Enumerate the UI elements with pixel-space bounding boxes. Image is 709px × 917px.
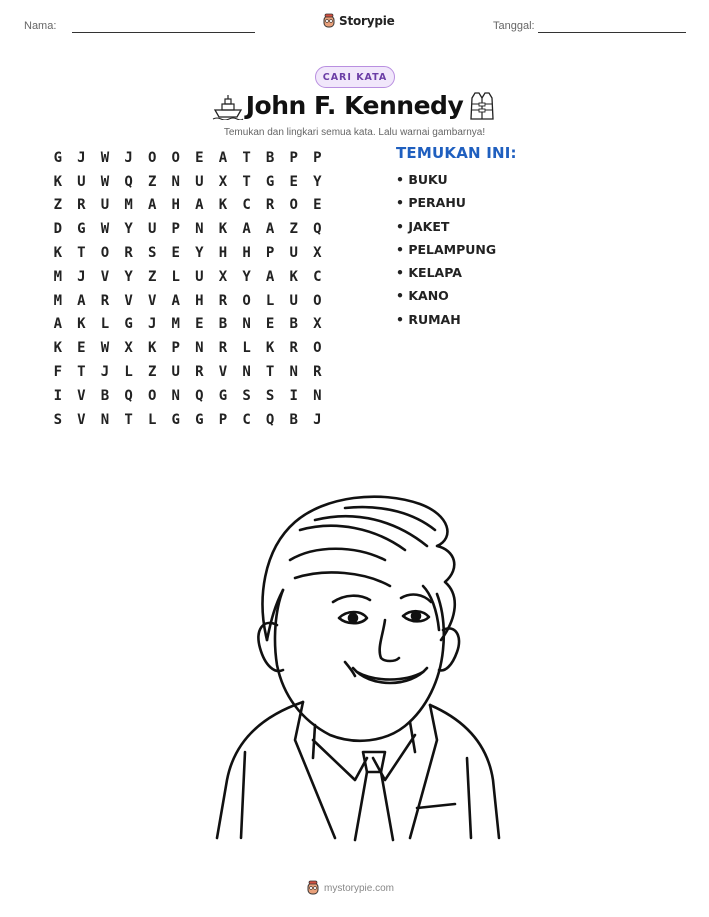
grid-row xyxy=(46,217,329,241)
grid-letter[interactable]: V xyxy=(218,364,228,381)
grid-letter[interactable]: N xyxy=(195,221,204,238)
grid-letter[interactable]: T xyxy=(77,364,86,381)
grid-letter[interactable]: R xyxy=(218,292,228,309)
grid-letter[interactable]: M xyxy=(53,268,63,285)
name-line[interactable] xyxy=(72,32,255,33)
grid-letter[interactable]: Z xyxy=(53,197,63,214)
grid-letter[interactable]: R xyxy=(124,245,133,262)
grid-letter[interactable]: Y xyxy=(242,268,251,285)
grid-letter[interactable]: A xyxy=(53,316,63,333)
grid-letter[interactable]: P xyxy=(218,411,228,428)
word-item: • PELAMPUNG xyxy=(396,241,497,257)
grid-row xyxy=(46,146,329,170)
grid-letter[interactable]: Q xyxy=(313,221,322,238)
grid-letter[interactable]: I xyxy=(289,387,298,404)
grid-letter[interactable]: O xyxy=(313,340,322,357)
grid-letter[interactable]: L xyxy=(171,268,180,285)
grid-letter[interactable]: K xyxy=(53,173,63,190)
grid-letter[interactable]: B xyxy=(289,316,298,333)
grid-letter[interactable]: E xyxy=(313,197,322,214)
grid-letter[interactable]: E xyxy=(265,316,275,333)
grid-letter[interactable]: E xyxy=(77,340,86,357)
word-item: • RUMAH xyxy=(396,311,461,327)
date-label: Tanggal: xyxy=(493,20,535,32)
grid-letter[interactable]: X xyxy=(218,268,228,285)
name-label: Nama: xyxy=(24,20,57,32)
grid-letter[interactable]: I xyxy=(53,387,63,404)
grid-letter[interactable]: N xyxy=(171,173,180,190)
grid-letter[interactable]: C xyxy=(242,197,251,214)
grid-letter[interactable]: T xyxy=(124,411,133,428)
grid-letter[interactable]: K xyxy=(147,340,157,357)
grid-letter[interactable]: H xyxy=(242,245,251,262)
grid-letter[interactable]: Z xyxy=(147,268,157,285)
grid-letter[interactable]: O xyxy=(171,149,180,166)
grid-letter[interactable]: R xyxy=(100,292,110,309)
brand-logo xyxy=(322,13,395,29)
grid-letter[interactable]: V xyxy=(124,292,133,309)
grid-letter[interactable]: G xyxy=(218,387,228,404)
grid-letter[interactable]: R xyxy=(195,364,204,381)
grid-letter[interactable]: Z xyxy=(289,221,298,238)
word-item: • BUKU xyxy=(396,172,448,187)
grid-letter[interactable]: L xyxy=(242,340,251,357)
page-title: John F. Kennedy xyxy=(245,91,464,120)
grid-letter[interactable]: K xyxy=(289,268,298,285)
grid-letter[interactable]: H xyxy=(218,245,228,262)
grid-letter[interactable]: R xyxy=(265,197,275,214)
grid-letter[interactable]: N xyxy=(313,387,322,404)
grid-letter[interactable]: O xyxy=(100,245,110,262)
grid-letter[interactable]: T xyxy=(77,245,86,262)
grid-letter[interactable]: A xyxy=(265,268,275,285)
grid-letter[interactable]: Q xyxy=(265,411,275,428)
grid-letter[interactable]: E xyxy=(195,316,204,333)
grid-letter[interactable]: V xyxy=(100,268,110,285)
grid-letter[interactable]: G xyxy=(265,173,275,190)
word-item: • KELAPA xyxy=(396,265,462,281)
grid-letter[interactable]: X xyxy=(124,340,133,357)
grid-letter[interactable]: R xyxy=(218,340,228,357)
grid-letter[interactable]: K xyxy=(53,340,63,357)
storypie-mascot-icon xyxy=(306,880,320,896)
grid-letter[interactable]: X xyxy=(313,316,322,333)
grid-letter[interactable]: U xyxy=(195,173,204,190)
word-item: • PERAHU xyxy=(396,195,466,211)
footer xyxy=(306,880,394,896)
grid-letter[interactable]: T xyxy=(242,149,251,166)
grid-letter[interactable]: W xyxy=(100,221,110,238)
grid-letter[interactable]: O xyxy=(147,387,157,404)
grid-row xyxy=(46,408,329,432)
word-item: • JAKET xyxy=(396,218,450,234)
grid-letter[interactable]: R xyxy=(313,364,322,381)
grid-letter[interactable]: S xyxy=(242,387,251,404)
grid-letter[interactable]: P xyxy=(171,340,180,357)
grid-letter[interactable]: V xyxy=(77,387,86,404)
grid-letter[interactable]: N xyxy=(100,411,110,428)
grid-letter[interactable]: A xyxy=(171,292,180,309)
word-list xyxy=(396,172,496,335)
grid-letter[interactable]: T xyxy=(242,173,251,190)
grid-letter[interactable]: P xyxy=(313,149,322,166)
grid-row xyxy=(46,336,329,360)
grid-letter[interactable]: S xyxy=(265,387,275,404)
grid-letter[interactable]: L xyxy=(265,292,275,309)
brand-name: Storypie xyxy=(339,14,395,28)
word-list-title: TEMUKAN INI: xyxy=(396,144,517,162)
grid-letter[interactable]: P xyxy=(171,221,180,238)
grid-letter[interactable]: Y xyxy=(195,245,204,262)
footer-url[interactable]: mystorypie.com xyxy=(324,882,395,894)
grid-letter[interactable]: M xyxy=(171,316,180,333)
grid-letter[interactable]: J xyxy=(100,364,110,381)
grid-letter[interactable]: P xyxy=(289,149,298,166)
grid-letter[interactable]: W xyxy=(100,173,110,190)
grid-letter[interactable]: K xyxy=(53,245,63,262)
grid-letter[interactable]: V xyxy=(77,411,86,428)
grid-letter[interactable]: J xyxy=(313,411,322,428)
grid-letter[interactable]: B xyxy=(289,411,298,428)
life-jacket-icon xyxy=(466,90,498,122)
grid-letter[interactable]: S xyxy=(147,245,157,262)
grid-letter[interactable]: H xyxy=(195,292,204,309)
grid-letter[interactable]: G xyxy=(53,149,63,166)
grid-letter[interactable]: Q xyxy=(195,387,204,404)
grid-letter[interactable]: E xyxy=(195,149,204,166)
grid-letter[interactable]: G xyxy=(77,221,86,238)
grid-letter[interactable]: P xyxy=(265,245,275,262)
date-line[interactable] xyxy=(538,32,686,33)
grid-letter[interactable]: O xyxy=(242,292,251,309)
grid-letter[interactable]: Y xyxy=(124,268,133,285)
grid-letter[interactable]: T xyxy=(265,364,275,381)
grid-letter[interactable]: V xyxy=(147,292,157,309)
grid-row xyxy=(46,265,329,289)
grid-letter[interactable]: M xyxy=(53,292,63,309)
grid-letter[interactable]: J xyxy=(77,268,86,285)
grid-letter[interactable]: G xyxy=(171,411,180,428)
grid-letter[interactable]: G xyxy=(124,316,133,333)
grid-letter[interactable]: U xyxy=(195,268,204,285)
grid-letter[interactable]: E xyxy=(289,173,298,190)
grid-letter[interactable]: U xyxy=(147,221,157,238)
grid-letter[interactable]: B xyxy=(265,149,275,166)
grid-row xyxy=(46,170,329,194)
grid-letter[interactable]: X xyxy=(313,245,322,262)
grid-letter[interactable]: Y xyxy=(313,173,322,190)
grid-letter[interactable]: J xyxy=(124,149,133,166)
grid-letter[interactable]: O xyxy=(289,197,298,214)
grid-letter[interactable]: O xyxy=(147,149,157,166)
storypie-mascot-icon xyxy=(322,13,336,29)
grid-letter[interactable]: O xyxy=(313,292,322,309)
grid-letter[interactable]: N xyxy=(195,340,204,357)
grid-row xyxy=(46,241,329,265)
grid-letter[interactable]: Q xyxy=(124,173,133,190)
grid-letter[interactable]: B xyxy=(218,316,228,333)
grid-letter[interactable]: M xyxy=(124,197,133,214)
grid-letter[interactable]: N xyxy=(242,364,251,381)
grid-letter[interactable]: A xyxy=(265,221,275,238)
grid-row xyxy=(46,360,329,384)
grid-letter[interactable]: B xyxy=(100,387,110,404)
grid-letter[interactable]: U xyxy=(289,245,298,262)
grid-letter[interactable]: K xyxy=(218,197,228,214)
grid-row xyxy=(46,289,329,313)
grid-letter[interactable]: K xyxy=(77,316,86,333)
grid-letter[interactable]: L xyxy=(100,316,110,333)
grid-letter[interactable]: Z xyxy=(147,173,157,190)
grid-letter[interactable]: A xyxy=(195,197,204,214)
grid-row xyxy=(46,313,329,337)
grid-letter[interactable]: U xyxy=(171,364,180,381)
grid-letter[interactable]: U xyxy=(289,292,298,309)
grid-letter[interactable]: C xyxy=(242,411,251,428)
grid-letter[interactable]: X xyxy=(218,173,228,190)
grid-letter[interactable]: W xyxy=(100,340,110,357)
grid-letter[interactable]: A xyxy=(242,221,251,238)
category-badge: CARI KATA xyxy=(315,66,395,88)
grid-letter[interactable]: U xyxy=(100,197,110,214)
grid-letter[interactable]: N xyxy=(289,364,298,381)
grid-row xyxy=(46,384,329,408)
grid-letter[interactable]: A xyxy=(147,197,157,214)
grid-letter[interactable]: S xyxy=(53,411,63,428)
portrait-illustration[interactable] xyxy=(205,490,505,850)
grid-row xyxy=(46,194,329,218)
word-search-grid[interactable] xyxy=(46,146,329,432)
grid-letter[interactable]: D xyxy=(53,221,63,238)
grid-letter[interactable]: K xyxy=(218,221,228,238)
grid-letter[interactable]: H xyxy=(171,197,180,214)
grid-letter[interactable]: L xyxy=(147,411,157,428)
grid-letter[interactable]: F xyxy=(53,364,63,381)
grid-letter[interactable]: J xyxy=(77,149,86,166)
grid-letter[interactable]: C xyxy=(313,268,322,285)
grid-letter[interactable]: N xyxy=(242,316,251,333)
instructions: Temukan dan lingkari semua kata. Lalu warnai gambarnya! xyxy=(223,127,486,138)
grid-letter[interactable]: R xyxy=(289,340,298,357)
grid-letter[interactable]: G xyxy=(195,411,204,428)
grid-letter[interactable]: E xyxy=(171,245,180,262)
grid-letter[interactable]: J xyxy=(147,316,157,333)
grid-letter[interactable]: A xyxy=(77,292,86,309)
grid-letter[interactable]: K xyxy=(265,340,275,357)
grid-letter[interactable]: Y xyxy=(124,221,133,238)
grid-letter[interactable]: Z xyxy=(147,364,157,381)
grid-letter[interactable]: W xyxy=(100,149,110,166)
word-item: • KANO xyxy=(396,288,449,304)
grid-letter[interactable]: R xyxy=(77,197,86,214)
grid-letter[interactable]: Q xyxy=(124,387,133,404)
grid-letter[interactable]: A xyxy=(218,149,228,166)
grid-letter[interactable]: U xyxy=(77,173,86,190)
grid-letter[interactable]: N xyxy=(171,387,180,404)
grid-letter[interactable]: L xyxy=(124,364,133,381)
